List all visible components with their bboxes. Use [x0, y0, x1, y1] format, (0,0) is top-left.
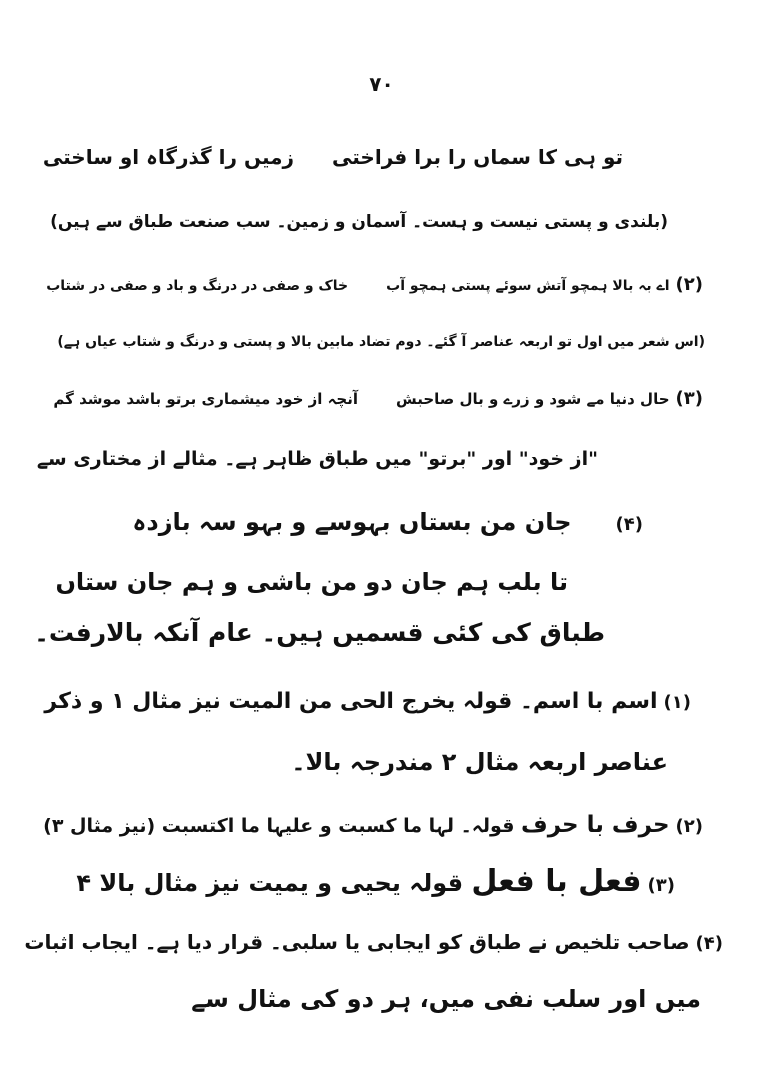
- text-line-15: میں اور سلب نفی میں، ہر دو کی مثال سے: [191, 985, 701, 1013]
- verse-line-4: [132, 505, 643, 542]
- section-heading: طباق کی کئی قسمیں ہیں۔ عام آنکہ بالارفت۔: [34, 618, 605, 647]
- note-line-2: (بلندی و پستی نیست و ہست۔ آسمان و زمین۔ سب صنعت طباق سے ہیں): [50, 212, 668, 232]
- text-line-13: [76, 865, 675, 903]
- verse-1-hemistich-a: تو ہی کا سماں را برا فراختی: [332, 145, 623, 169]
- text-line-6: "از خود" اور "برتو" میں طباق ظاہر ہے۔ مثالے از مختاری سے: [36, 448, 598, 470]
- text-line-12-body: قولہ۔ لہا ما کسبت و علیہا ما اکتسبت (نیز مثال ۳): [43, 815, 515, 837]
- item-number: (۴): [695, 933, 723, 954]
- verse-2-hemistich-a: اے بہ بالا ہمچو آتش سوئے پستی ہمچو آب: [386, 278, 670, 294]
- item-number: (۳): [675, 388, 703, 409]
- verse-3-hemistich-a: حال دنیا مے شود و زرے و بال صاحبش: [396, 390, 670, 408]
- verse-4-hemistich-a: جان من بستاں بہوسے و بہو سہ بازدہ: [132, 508, 572, 536]
- item-number: (۲): [675, 274, 703, 295]
- text-line-13-body: قولہ یحیی و یمیت نیز مثال بالا ۴: [76, 869, 464, 897]
- term-harf-ba-harf: حرف با حرف: [521, 812, 670, 838]
- note-line-4: (اس شعر میں اول تو اربعہ عناصر آ گئے۔ دوم تضاد مابین بالا و پستی و درنگ و شتاب عیاں ہے): [57, 334, 705, 350]
- verse-2-hemistich-b: خاک و صفی در درنگ و باد و صفی در شتاب: [46, 278, 349, 294]
- verse-line-1: [43, 140, 623, 174]
- text-line-11: عناصر اربعہ مثال ۲ مندرجہ بالا۔: [291, 748, 668, 776]
- verse-line-3: [53, 382, 703, 416]
- text-line-10: [44, 685, 691, 720]
- text-line-12: [43, 808, 703, 844]
- verse-1-hemistich-b: زمیں را گذرگاہ او ساختی: [42, 145, 295, 169]
- text-line-14: [24, 925, 723, 961]
- term-fel-ba-fel: فعل با فعل: [471, 864, 642, 899]
- item-number: (۱): [663, 692, 691, 713]
- item-number: (۴): [615, 514, 643, 535]
- item-number: (۳): [647, 875, 675, 896]
- text-line-10-body: اسم با اسم۔ قولہ یخرج الحی من المیت نیز مثال ۱ و ذکر: [44, 689, 658, 714]
- text-line-14-body: صاحب تلخیص نے طباق کو ایجابی یا سلبی۔ قرار دیا ہے۔ ایجاب اثبات: [24, 930, 690, 954]
- item-number: (۲): [675, 816, 703, 837]
- page-number: ۷۰: [369, 72, 394, 96]
- verse-3-hemistich-b: آنچہ از خود میشماری برتو باشد موشد گم: [53, 390, 359, 408]
- verse-line-2: [46, 268, 703, 303]
- verse-line-4b: تا بلب ہم جان دو من باشی و ہم جان ستاں: [55, 568, 568, 596]
